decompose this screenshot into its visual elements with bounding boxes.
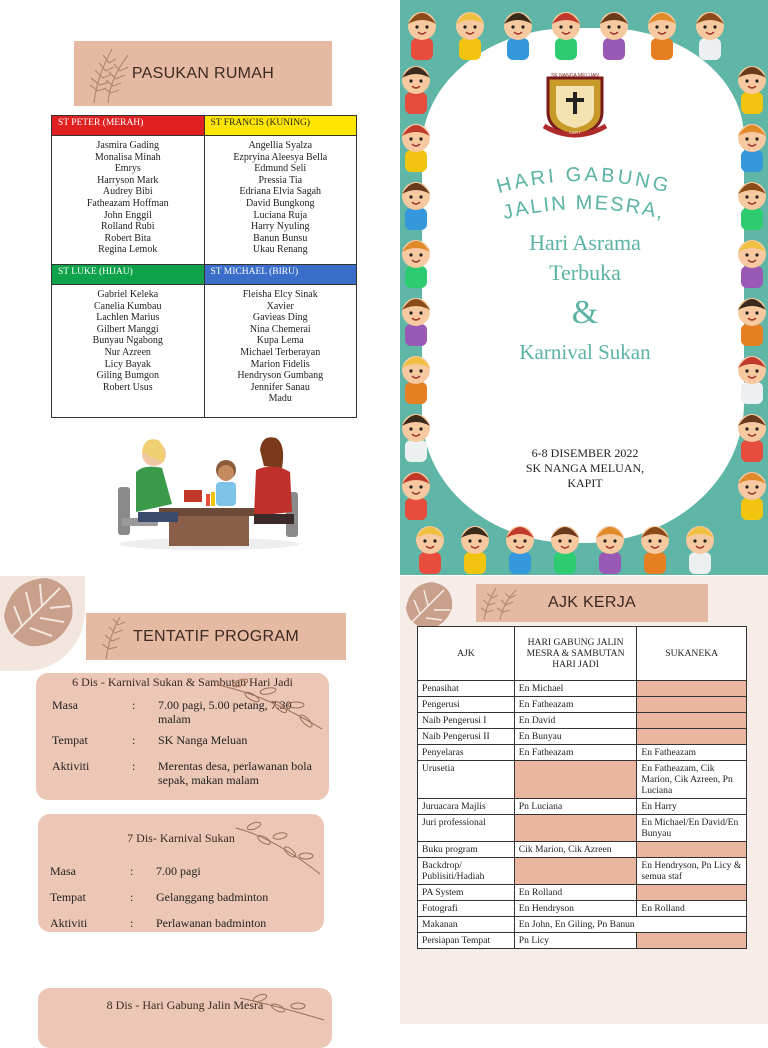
- ajk-row: [418, 842, 747, 858]
- schedule-row-aktiviti: [50, 916, 336, 931]
- kid-figure-icon: [402, 66, 430, 114]
- kid-figure-icon: [648, 12, 676, 60]
- row-colon: :: [130, 864, 134, 878]
- member-name: Angellia Syalza: [248, 140, 313, 151]
- house-members-yellow: [204, 136, 357, 265]
- ajk-header-role: AJK: [418, 627, 515, 681]
- kid-figure-icon: [402, 472, 430, 520]
- day-heading: 7 Dis- Karnival Sukan: [127, 831, 235, 845]
- kid-figure-icon: [402, 298, 430, 346]
- row-value: 7.00 pagi, 5.00 petang, 7.30 malam: [158, 698, 292, 726]
- ajk-sukaneka: [637, 842, 747, 858]
- ajk-hgjm: Cik Marion, Cik Azreen: [514, 842, 637, 858]
- kid-figure-icon: [738, 182, 766, 230]
- day-heading: 6 Dis - Karnival Sukan & Sambutan Hari Jadi: [72, 675, 293, 689]
- ajk-row: [418, 815, 747, 842]
- kid-figure-icon: [408, 12, 436, 60]
- house-name-blue: ST MICHAEL (BIRU): [210, 267, 299, 277]
- member-name: Robert Usus: [102, 381, 153, 393]
- leaf-decoration-icon: [476, 586, 522, 620]
- member-name: John Enggil: [103, 209, 152, 221]
- house-name-green: ST LUKE (HIJAU): [58, 267, 133, 277]
- kid-figure-icon: [696, 12, 724, 60]
- ajk-hgjm: [514, 858, 637, 885]
- title-line-1: HARI GABUNG: [494, 163, 674, 199]
- member-name: Luciana Ruja: [253, 209, 308, 221]
- ajk-sukaneka: [637, 729, 747, 745]
- ajk-hgjm: En John, En Giling, Pn Banun: [514, 917, 746, 933]
- house-members-blue: [204, 285, 357, 418]
- kid-figure-icon: [402, 182, 430, 230]
- crest-bottom-text: KAPIT: [569, 130, 581, 135]
- ajk-role: Juri professional: [418, 815, 515, 842]
- house-table: [51, 115, 357, 418]
- kid-figure-icon: [738, 240, 766, 288]
- ajk-sukaneka: En Harry: [637, 799, 747, 815]
- ajk-title: AJK KERJA: [547, 594, 637, 611]
- member-name: David Bungkong: [245, 197, 315, 209]
- page-pasukan-rumah: [0, 0, 400, 575]
- ajk-sukaneka: En Fatheazam, Cik Marion, Cik Azreen, Pn Luciana: [637, 761, 747, 799]
- ajk-row: [418, 933, 747, 949]
- event-venue: SK NANGA MELUAN,: [525, 461, 645, 475]
- ajk-role: Juruacara Majlis: [418, 799, 515, 815]
- ajk-hgjm: En Fatheazam: [514, 697, 637, 713]
- svg-text:JALIN MESRA,: [501, 192, 668, 224]
- member-name: Jennifer Sanau: [250, 381, 310, 393]
- member-name: Jasmira Gading: [96, 140, 159, 151]
- branch-decoration-icon: [234, 820, 324, 880]
- house-header-red: [52, 116, 205, 136]
- house-members-red: [52, 136, 205, 265]
- member-name: Pressia Tia: [258, 174, 303, 186]
- branch-decoration-icon: [216, 675, 326, 735]
- ajk-row: [418, 761, 747, 799]
- ajk-hgjm: En David: [514, 713, 637, 729]
- school-crest-icon: [540, 72, 610, 140]
- day-card-6-dis: [36, 673, 329, 800]
- ajk-sukaneka: [637, 697, 747, 713]
- member-name: Xavier: [266, 300, 294, 312]
- member-name: Hendryson Gumbang: [237, 370, 324, 382]
- member-name: Gabriel Keleka: [97, 289, 159, 300]
- member-name: Bunyau Ngabong: [92, 335, 163, 347]
- page-ajk-kerja: [400, 576, 768, 1024]
- member-name: Canelia Kumbau: [94, 300, 162, 312]
- branch-decoration-icon: [238, 992, 328, 1022]
- member-name: Monalisa Minah: [94, 151, 161, 163]
- member-name: Fatheazam Hoffman: [86, 197, 169, 209]
- ajk-role: Persiapan Tempat: [418, 933, 515, 949]
- member-name: Rolland Rubi: [100, 221, 155, 233]
- ajk-role: Fotografi: [418, 901, 515, 917]
- ajk-role: PA System: [418, 885, 515, 901]
- ajk-sukaneka: En Rolland: [637, 901, 747, 917]
- page-tentatif: [0, 576, 400, 1024]
- ajk-sukaneka: [637, 933, 747, 949]
- subtitle-hari-asrama: Hari Asrama: [529, 230, 641, 255]
- day-card-7-dis: [38, 814, 324, 932]
- member-name: Harry Nyuling: [250, 221, 310, 233]
- pasukan-title: PASUKAN RUMAH: [131, 64, 275, 82]
- member-name: Ukau Renang: [252, 244, 308, 256]
- row-label: Tempat: [50, 890, 86, 904]
- member-name: Nur Azreen: [104, 346, 151, 358]
- row-value: Perlawanan badminton: [156, 916, 267, 930]
- kid-figure-icon: [738, 124, 766, 172]
- member-name: Madu: [268, 393, 292, 405]
- member-name: Regina Lemok: [98, 244, 158, 256]
- member-name: Marion Fidelis: [250, 358, 310, 370]
- member-name: Nina Chemerai: [249, 323, 311, 335]
- kid-figure-icon: [738, 414, 766, 462]
- member-name: Edriana Elvia Sagah: [239, 186, 322, 198]
- ajk-row: [418, 901, 747, 917]
- row-value: 7.00 pagi: [156, 864, 201, 878]
- ajk-hgjm: En Bunyau: [514, 729, 637, 745]
- ajk-hgjm: [514, 815, 637, 842]
- ajk-role: Pengerusi: [418, 697, 515, 713]
- ajk-hgjm: [514, 761, 637, 799]
- leaf-decoration-icon: [82, 45, 134, 105]
- ajk-row: [418, 745, 747, 761]
- ajk-title-banner: [476, 584, 708, 622]
- kid-figure-icon: [456, 12, 484, 60]
- kid-figure-icon: [552, 12, 580, 60]
- ajk-role: Naib Pengerusi II: [418, 729, 515, 745]
- kid-figure-icon: [551, 526, 579, 574]
- leaf-decoration-icon: [96, 615, 136, 659]
- ajk-sukaneka: En Michael/En David/En Bunyau: [637, 815, 747, 842]
- kid-figure-icon: [641, 526, 669, 574]
- member-name: Licy Bayak: [104, 358, 151, 370]
- kid-figure-icon: [738, 356, 766, 404]
- monstera-leaf-icon: [0, 576, 80, 656]
- house-header-green: [52, 265, 205, 285]
- ajk-role: Penasihat: [418, 681, 515, 697]
- ajk-hgjm: En Rolland: [514, 885, 637, 901]
- ajk-role: Naib Pengerusi I: [418, 713, 515, 729]
- ajk-row: [418, 858, 747, 885]
- kid-figure-icon: [506, 526, 534, 574]
- member-name: Robert Bita: [104, 232, 151, 244]
- event-date: 6-8 DISEMBER 2022: [531, 446, 639, 460]
- ajk-header-hgjm: HARI GABUNG JALIN MESRA & SAMBUTAN HARI JADI: [514, 627, 637, 681]
- subtitle-karnival-sukan: Karnival Sukan: [519, 340, 651, 364]
- ajk-sukaneka: [637, 681, 747, 697]
- member-name: Harryson Mark: [97, 174, 159, 186]
- ajk-sukaneka: En Hendryson, Pn Licy & semua staf: [637, 858, 747, 885]
- day-card-8-dis: [38, 988, 332, 1048]
- ajk-row: [418, 885, 747, 901]
- member-name: Ezpryina Aleesya Bella: [233, 151, 328, 163]
- ajk-role: Urusetia: [418, 761, 515, 799]
- row-label: Aktiviti: [52, 759, 90, 773]
- row-colon: :: [132, 733, 136, 747]
- tentatif-title-banner: [86, 613, 346, 660]
- ajk-row: [418, 729, 747, 745]
- member-name: Giling Bumgon: [96, 370, 159, 382]
- row-label: Tempat: [52, 733, 88, 747]
- ajk-hgjm: En Michael: [514, 681, 637, 697]
- ajk-row: [418, 713, 747, 729]
- page-cover: [400, 0, 768, 575]
- reading-illustration: [114, 432, 304, 552]
- kid-figure-icon: [738, 298, 766, 346]
- kid-figure-icon: [402, 356, 430, 404]
- ampersand: &: [571, 294, 599, 331]
- house-header-yellow: [204, 116, 357, 136]
- ajk-table: [417, 626, 747, 949]
- row-label: Aktiviti: [50, 916, 88, 930]
- ajk-role: Backdrop/ Publisiti/Hadiah: [418, 858, 515, 885]
- ajk-hgjm: En Hendryson: [514, 901, 637, 917]
- tentatif-title: TENTATIF PROGRAM: [133, 627, 299, 645]
- ajk-hgjm: Pn Luciana: [514, 799, 637, 815]
- event-venue-town: KAPIT: [567, 476, 603, 490]
- member-name: Edmund Seli: [254, 163, 307, 175]
- crest-top-text: SK NANGA MELUAN: [551, 73, 599, 79]
- kid-figure-icon: [402, 240, 430, 288]
- row-value: SK Nanga Meluan: [158, 733, 248, 747]
- ajk-role: Penyelaras: [418, 745, 515, 761]
- member-name: Lachlen Marius: [96, 312, 160, 324]
- member-name: Banun Bunsu: [253, 232, 308, 244]
- kid-figure-icon: [461, 526, 489, 574]
- member-name: Gavieas Ding: [252, 312, 308, 324]
- row-value: Merentas desa, perlawanan bola sepak, makan malam: [158, 759, 312, 787]
- row-colon: :: [130, 916, 134, 930]
- row-value: Gelanggang badminton: [156, 890, 269, 904]
- day-heading: 8 Dis - Hari Gabung Jalin Mesra: [106, 998, 264, 1012]
- member-name: Emrys: [114, 163, 141, 175]
- kid-figure-icon: [600, 12, 628, 60]
- house-members-green: [52, 285, 205, 418]
- ajk-sukaneka: [637, 885, 747, 901]
- kid-figure-icon: [596, 526, 624, 574]
- ajk-sukaneka: [637, 713, 747, 729]
- row-colon: :: [130, 890, 134, 904]
- schedule-row-tempat: [50, 890, 336, 905]
- ajk-role: Buku program: [418, 842, 515, 858]
- member-name: Gilbert Manggi: [96, 323, 159, 335]
- kid-figure-icon: [416, 526, 444, 574]
- ajk-header-sukaneka: SUKANEKA: [637, 627, 747, 681]
- member-name: Michael Terberayan: [240, 346, 321, 358]
- ajk-row: [418, 799, 747, 815]
- pasukan-title-banner: [74, 41, 332, 106]
- ajk-row: [418, 681, 747, 697]
- row-label: Masa: [50, 864, 76, 878]
- kid-figure-icon: [738, 472, 766, 520]
- subtitle-terbuka: Terbuka: [549, 260, 621, 285]
- kid-figure-icon: [504, 12, 532, 60]
- member-name: Audrey Bibi: [102, 186, 153, 198]
- member-name: Kupa Lema: [256, 335, 304, 347]
- row-colon: :: [132, 698, 136, 712]
- row-colon: :: [132, 759, 136, 773]
- row-label: Masa: [52, 698, 78, 712]
- ajk-sukaneka: En Fatheazam: [637, 745, 747, 761]
- ajk-row: [418, 917, 747, 933]
- kid-figure-icon: [402, 124, 430, 172]
- schedule-row-aktiviti: [52, 759, 328, 787]
- ajk-hgjm: En Fatheazam: [514, 745, 637, 761]
- cover-title: [464, 160, 704, 240]
- house-name-red: ST PETER (MERAH): [58, 118, 144, 128]
- kid-figure-icon: [686, 526, 714, 574]
- kid-figure-icon: [402, 414, 430, 462]
- ajk-row: [418, 697, 747, 713]
- schedule-row-tempat: [52, 733, 338, 748]
- member-name: Fleisha Elcy Sinak: [242, 289, 318, 300]
- ajk-role: Makanan: [418, 917, 515, 933]
- kid-figure-icon: [738, 66, 766, 114]
- house-name-yellow: ST FRANCIS (KUNING): [210, 118, 311, 128]
- house-header-blue: [204, 265, 357, 285]
- title-line-2: JALIN MESRA,: [500, 191, 668, 225]
- ajk-hgjm: Pn Licy: [514, 933, 637, 949]
